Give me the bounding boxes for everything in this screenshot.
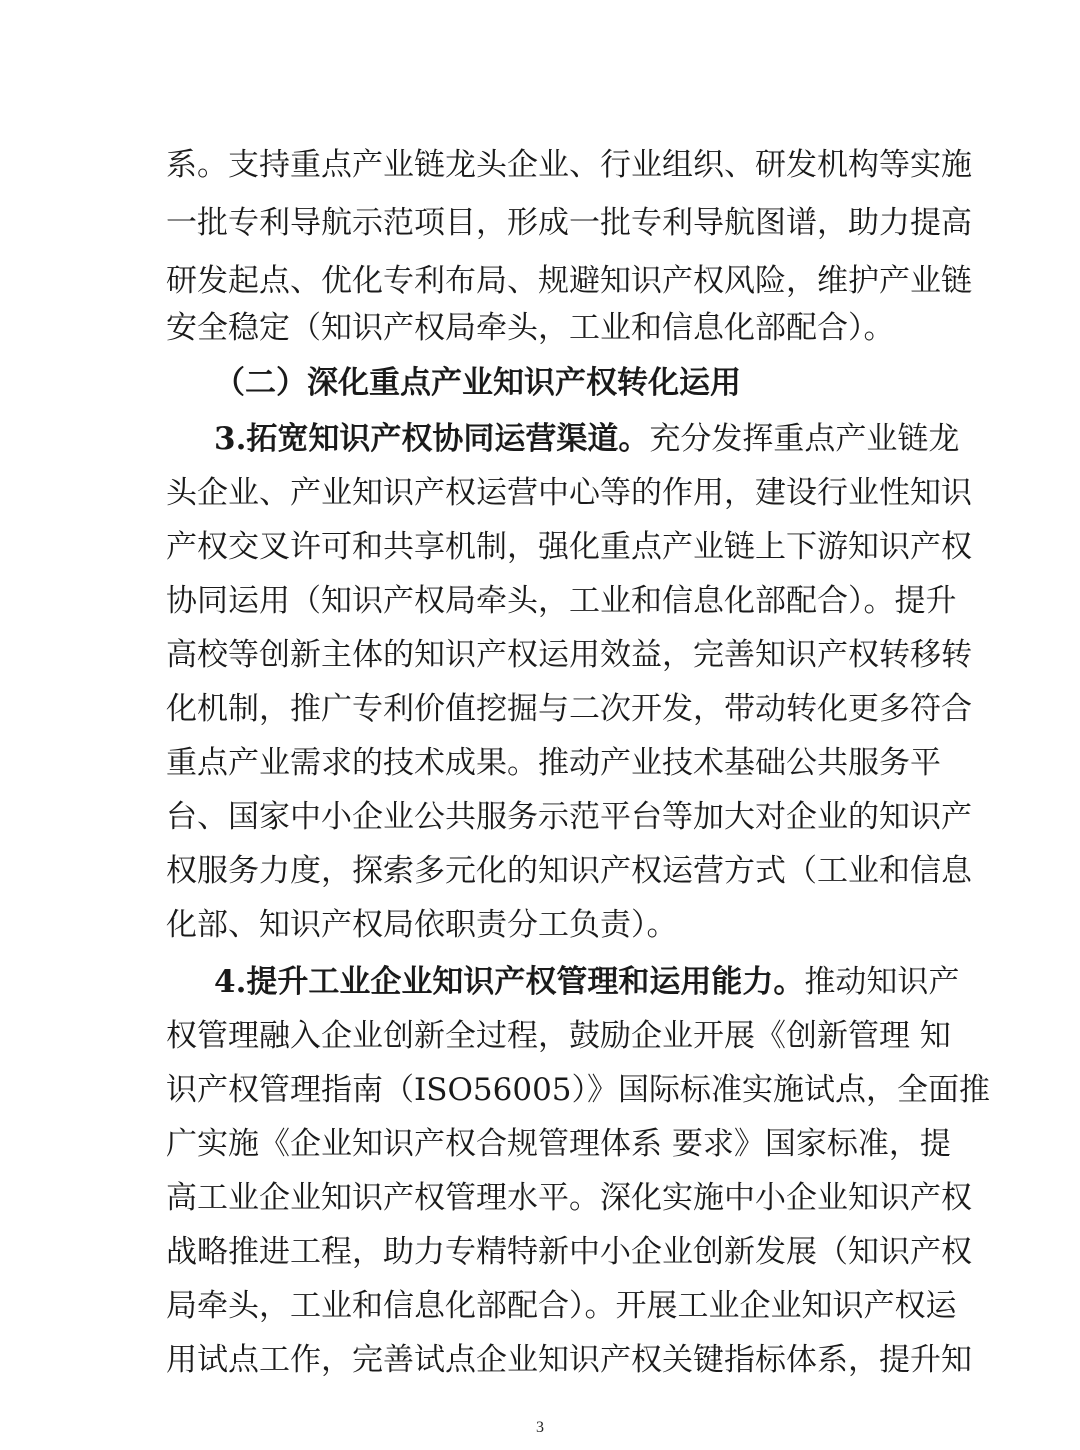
item-title: 3.拓宽知识产权协同运营渠道。 [214,421,650,457]
body-line: 识产权管理指南（ISO56005）》国际标准实施试点，全面推 [166,1072,991,1108]
page-number: 3 [536,1419,544,1436]
body-line: 协同运用（知识产权局牵头，工业和信息化部配合）。提升 [166,583,957,619]
body-line: 局牵头，工业和信息化部配合）。开展工业企业知识产权运 [166,1288,957,1324]
body-line: 产权交叉许可和共享机制，强化重点产业链上下游知识产权 [166,529,972,565]
body-line: 权管理融入企业创新全过程，鼓励企业开展《创新管理 知 [166,1018,951,1054]
body-line: 系。支持重点产业链龙头企业、行业组织、研发机构等实施 [166,147,972,183]
body-line: 研发起点、优化专利布局、规避知识产权风险，维护产业链 [166,263,972,299]
body-line: 头企业、产业知识产权运营中心等的作用，建设行业性知识 [166,475,972,511]
item-title: 4.提升工业企业知识产权管理和运用能力。 [214,964,805,1000]
body-line: 战略推进工程，助力专精特新中小企业创新发展（知识产权 [166,1234,972,1270]
item-text: 推动知识产 [804,964,960,1000]
body-line: 化机制，推广专利价值挖掘与二次开发，带动转化更多符合 [166,691,972,727]
body-line: 高工业企业知识产权管理水平。深化实施中小企业知识产权 [166,1180,972,1216]
body-line: 高校等创新主体的知识产权运用效益，完善知识产权转移转 [166,637,972,673]
body-line: 一批专利导航示范项目，形成一批专利导航图谱，助力提高 [166,205,972,241]
body-line: 用试点工作，完善试点企业知识产权关键指标体系，提升知 [166,1342,972,1378]
body-line: 权服务力度，探索多元化的知识产权运营方式（工业和信息 [166,853,972,889]
paragraph-lead-line [214,953,960,1011]
body-line: 化部、知识产权局依职责分工负责）。 [166,907,678,943]
body-line: 重点产业需求的技术成果。推动产业技术基础公共服务平 [166,745,941,781]
body-line: 台、国家中小企业公共服务示范平台等加大对企业的知识产 [166,799,972,835]
section-heading: （二）深化重点产业知识产权转化运用 [214,365,741,401]
body-line: 安全稳定（知识产权局牵头，工业和信息化部配合）。 [166,310,895,346]
paragraph-lead-line [214,410,960,468]
body-line: 广实施《企业知识产权合规管理体系 要求》国家标准，提 [166,1126,951,1162]
item-text: 充分发挥重点产业链龙 [649,421,960,457]
